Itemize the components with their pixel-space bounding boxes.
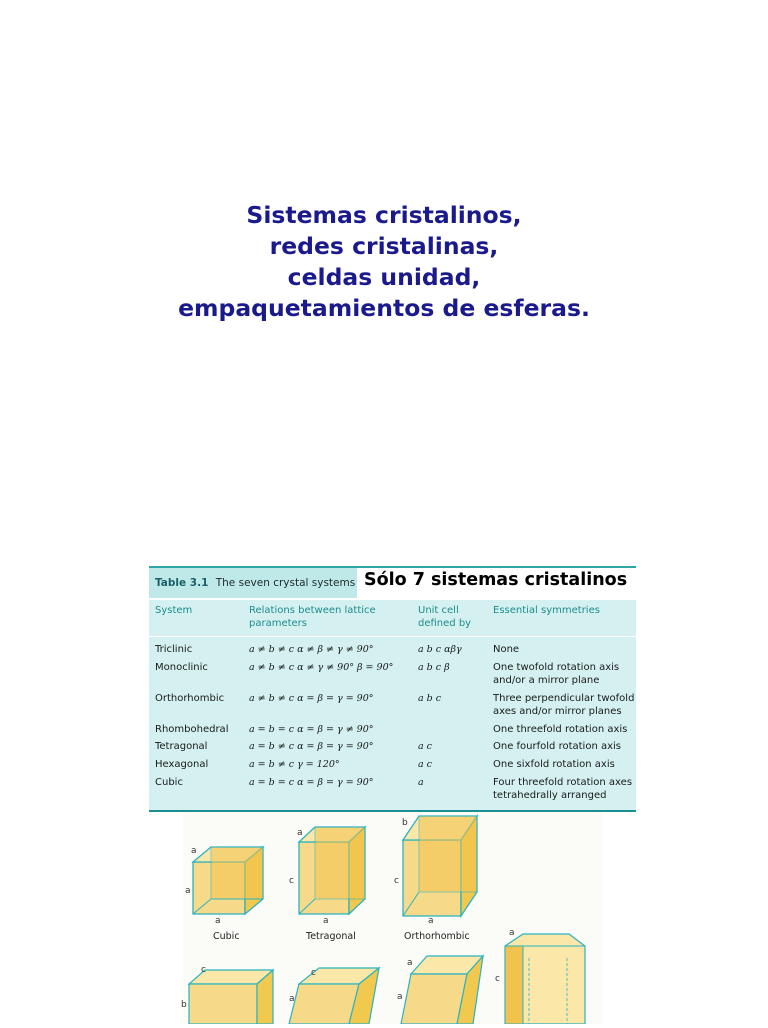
table-row	[149, 643, 636, 661]
cell-system: Rhombohedral	[155, 724, 229, 735]
table-row	[149, 661, 636, 692]
rhombohedral-edge-label: a	[397, 992, 403, 1002]
tetragonal-label: Tetragonal	[306, 931, 356, 942]
cell-system: Tetragonal	[155, 741, 208, 752]
triclinic-edge-label: c	[311, 968, 316, 978]
slide-title	[0, 200, 768, 324]
table-row	[149, 723, 636, 740]
cell-unit-cell: a c	[418, 741, 433, 752]
orthorhombic-cell	[403, 816, 477, 916]
tetragonal-cell	[299, 827, 365, 914]
monoclinic-edge-label: b	[181, 1000, 187, 1010]
cell-relations: a = b ≠ c α = β = γ = 90°	[249, 741, 374, 752]
cell-unit-cell: a b c αβγ	[418, 644, 462, 655]
cell-relations: a ≠ b ≠ c α = β = γ = 90°	[249, 693, 374, 704]
cell-unit-cell: a b c	[418, 693, 442, 704]
table-row	[149, 776, 636, 804]
cell-relations: a ≠ b ≠ c α ≠ β ≠ γ ≠ 90°	[249, 644, 374, 655]
header-symmetries: Essential symmetries	[493, 605, 600, 616]
table-header-bar	[149, 566, 636, 600]
table-body	[149, 600, 636, 812]
title-line-2: redes cristalinas,	[269, 232, 499, 260]
table-column-headers	[149, 600, 636, 637]
hexagonal-edge-label: a	[509, 928, 515, 938]
cell-system: Monoclinic	[155, 662, 208, 673]
table-overlay-heading: Sólo 7 sistemas cristalinos	[364, 570, 628, 590]
cubic-cell	[193, 847, 263, 914]
cell-system: Cubic	[155, 777, 183, 788]
orthorhombic-edge-label: a	[428, 916, 434, 926]
cell-relations: a = b = c α = β = γ = 90°	[249, 777, 374, 788]
title-line-1: Sistemas cristalinos,	[246, 201, 522, 229]
cell-symmetries: One sixfold rotation axis	[493, 759, 615, 770]
tetragonal-edge-label: c	[289, 876, 294, 886]
orthorhombic-edge-label: b	[402, 818, 408, 828]
cell-unit-cell: a c	[418, 759, 433, 770]
monoclinic-cell	[189, 970, 273, 1024]
cell-relations: a = b = c α = β = γ ≠ 90°	[249, 724, 374, 735]
title-line-4: empaquetamientos de esferas.	[178, 294, 590, 322]
table-caption-text: The seven crystal systems	[215, 577, 356, 589]
orthorhombic-label: Orthorhombic	[404, 931, 470, 942]
cell-symmetries: None	[493, 644, 520, 655]
monoclinic-edge-label: c	[201, 965, 206, 975]
cell-system: Triclinic	[155, 644, 193, 655]
table-row	[149, 692, 636, 723]
unit-cells-drawing	[149, 812, 636, 1024]
cell-symmetries: Three perpendicular twofold axes and/or mirror planes	[493, 693, 635, 717]
table-row	[149, 758, 636, 776]
crystal-systems-table	[149, 566, 636, 812]
table-row	[149, 740, 636, 758]
cell-symmetries: One fourfold rotation axis	[493, 741, 621, 752]
triclinic-edge-label: a	[289, 994, 295, 1004]
cell-symmetries: One threefold rotation axis	[493, 724, 628, 735]
cell-symmetries: One twofold rotation axis and/or a mirror plane	[493, 662, 620, 686]
unit-cells-figure	[149, 812, 636, 1024]
tetragonal-edge-label: a	[297, 828, 303, 838]
cell-relations: a ≠ b ≠ c α ≠ γ ≠ 90° β = 90°	[249, 662, 394, 673]
cell-system: Orthorhombic	[155, 693, 225, 704]
cell-unit-cell: a	[418, 777, 424, 788]
cell-symmetries: Four threefold rotation axes tetrahedrally arranged	[493, 777, 633, 801]
hexagonal-edge-label: c	[495, 974, 500, 984]
title-line-3: celdas unidad,	[287, 263, 481, 291]
rhombohedral-edge-label: a	[407, 958, 413, 968]
table-number: Table 3.1	[155, 577, 209, 589]
hexagonal-cell	[505, 934, 585, 1024]
cubic-label: Cubic	[213, 931, 240, 942]
cell-relations: a = b ≠ c γ = 120°	[249, 759, 340, 770]
cubic-edge-label: a	[185, 886, 191, 896]
tetragonal-edge-label: a	[323, 916, 329, 926]
cubic-edge-label: a	[215, 916, 221, 926]
header-unit-cell: Unit cell defined by	[418, 605, 472, 629]
orthorhombic-edge-label: c	[394, 876, 399, 886]
table-caption	[149, 568, 357, 598]
header-relations: Relations between lattice parameters	[249, 605, 376, 629]
cell-unit-cell: a b c β	[418, 662, 450, 673]
cubic-edge-label: a	[191, 846, 197, 856]
header-system: System	[155, 605, 193, 616]
cell-system: Hexagonal	[155, 759, 209, 770]
